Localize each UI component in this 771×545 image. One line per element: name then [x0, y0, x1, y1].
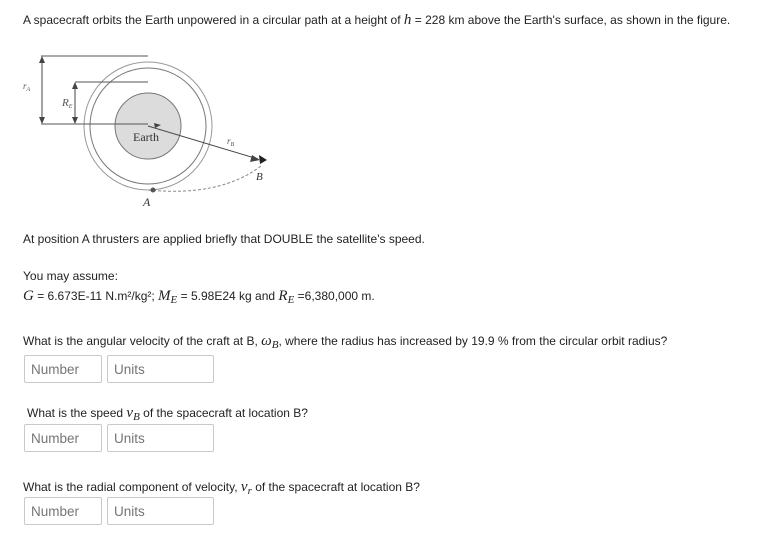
spacecraft-b-icon: [259, 155, 267, 164]
assume-heading: You may assume:: [23, 269, 118, 283]
RE-value: =6,380,000 m.: [297, 289, 375, 303]
question-3-text: What is the radial component of velocity, $v_r$ of the spacecraft at location B?: [23, 479, 420, 497]
G-eq: =: [37, 289, 45, 303]
question-1-text: What is the angular velocity of the craft at B, $\omega_B$, where the radius has increased by 19.9 % from the circular orbit radius?: [23, 333, 668, 351]
ME-value: 5.98E24 kg and: [190, 289, 276, 303]
A-label: A: [143, 195, 151, 209]
point-a-marker: [151, 188, 156, 193]
v-b-symbol: $v_B$: [126, 405, 140, 423]
ME-eq: =: [180, 289, 188, 303]
q3-units-select[interactable]: [107, 497, 214, 525]
omega-b-symbol: $\omega_B$: [261, 333, 279, 351]
RE-label: RE: [62, 97, 73, 110]
orbit-figure: [15, 52, 268, 210]
question-2-text: What is the speed $v_B$ of the spacecraft at location B?: [27, 405, 308, 423]
earth-label: Earth: [133, 130, 159, 144]
intro-eq: =: [414, 13, 422, 27]
intro-suffix: 228 km above the Earth's surface, as shown in the figure.: [425, 13, 731, 27]
G-value: 6.673E-11 N.m²/kg²;: [47, 289, 155, 303]
assume-values: [23, 288, 375, 306]
intro-text: [23, 12, 730, 29]
RE-symbol: $R_E$: [278, 288, 295, 306]
v-r-symbol: $v_r$: [240, 479, 252, 497]
q1-units-select[interactable]: [107, 355, 214, 383]
orbit-diagram: [15, 52, 268, 210]
rA-label: $r_A$: [23, 81, 31, 93]
thrusters-text: At position A thrusters are applied briefly that DOUBLE the satellite's speed.: [23, 232, 425, 246]
intro-prefix: A spacecraft orbits the Earth unpowered in a circular path at a height of: [23, 13, 401, 27]
q2-number-input[interactable]: [24, 424, 102, 452]
q3-number-input[interactable]: [24, 497, 102, 525]
h-symbol: h: [403, 12, 412, 28]
G-symbol: G: [23, 288, 34, 304]
q1-number-input[interactable]: [24, 355, 102, 383]
B-label: B: [256, 171, 263, 183]
ME-symbol: $M_E$: [158, 288, 178, 306]
q2-units-select[interactable]: [107, 424, 214, 452]
rB-label: $r_B$: [227, 136, 235, 148]
